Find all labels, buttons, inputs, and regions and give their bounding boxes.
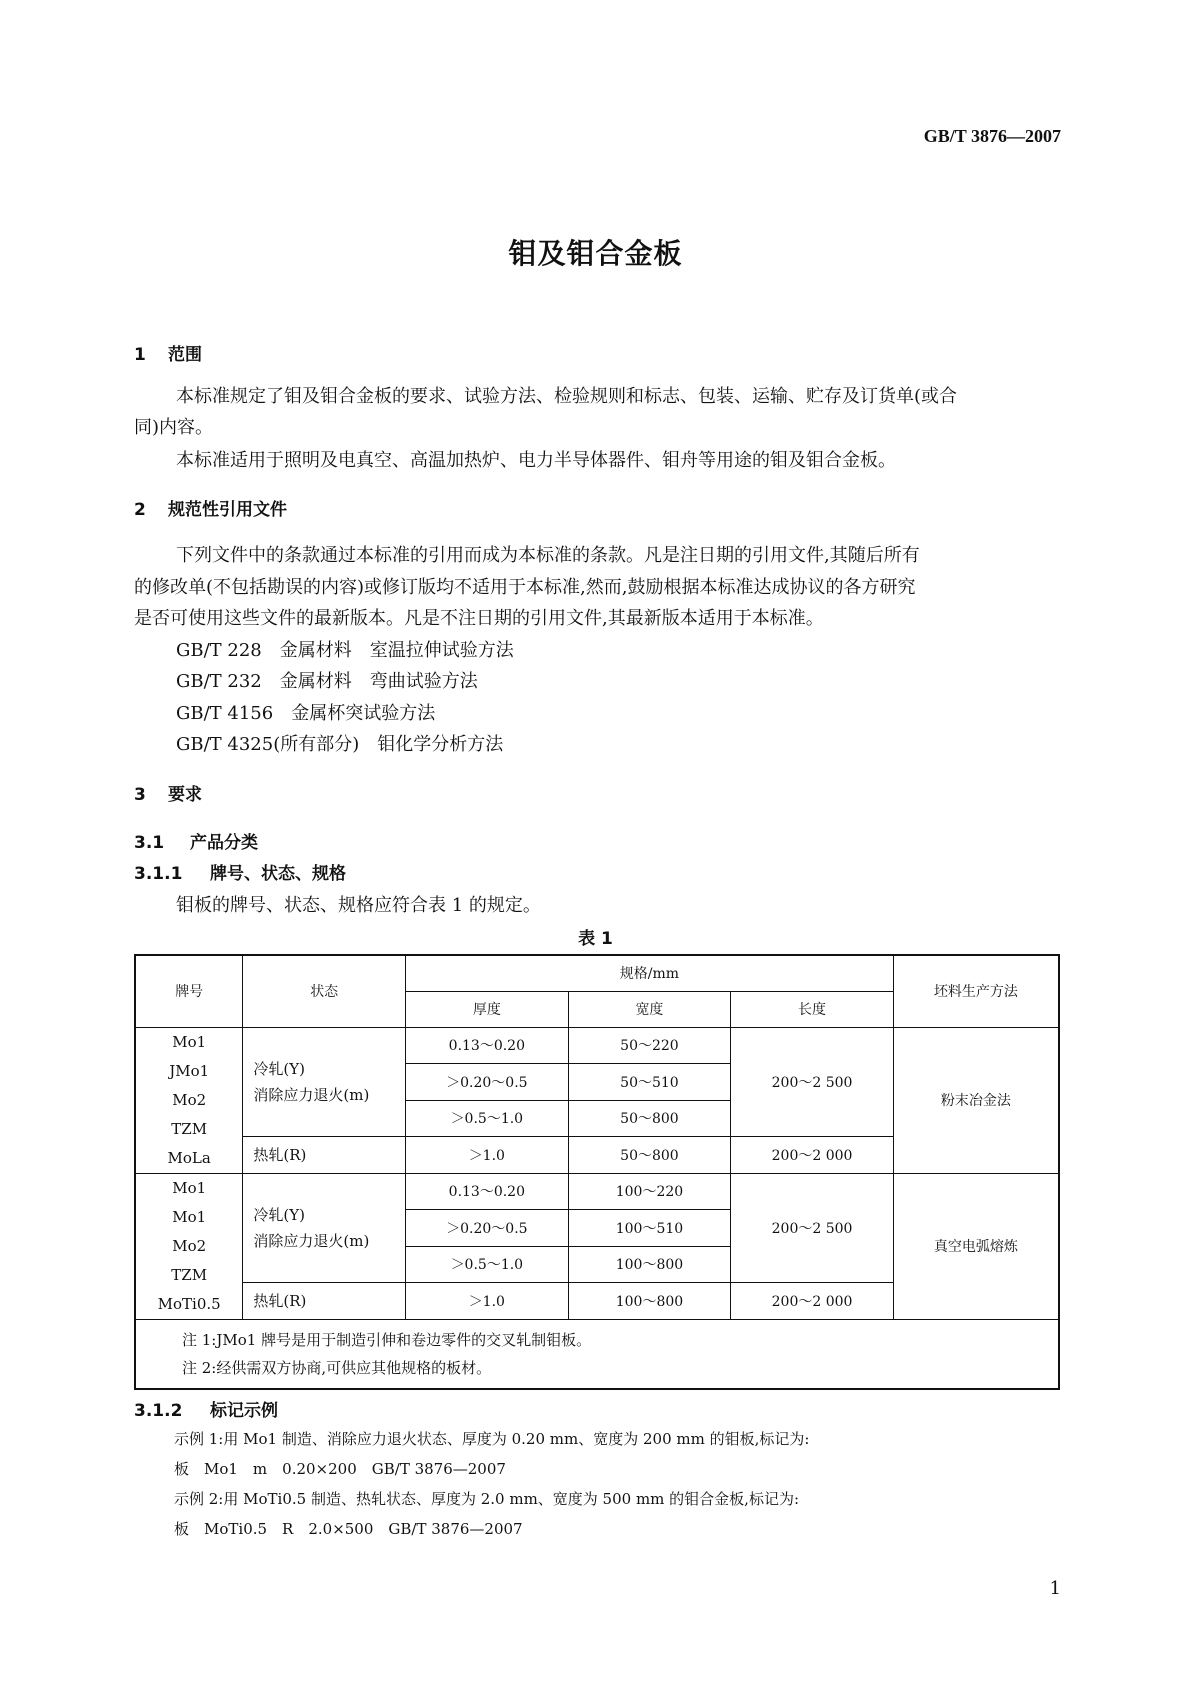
- table-header-row: [135, 955, 1059, 991]
- section-3-1-1-heading: [134, 859, 346, 884]
- paragraph: 下列文件中的条款通过本标准的引用而成为本标准的条款。凡是注日期的引用文件,其随后所有: [176, 545, 920, 566]
- grade-cell: Mo2: [172, 1090, 207, 1109]
- thickness-cell: ＞0.5～1.0: [406, 1100, 569, 1137]
- thickness-cell: 0.13～0.20: [406, 1027, 569, 1064]
- table-note: 注 2:经供需双方协商,可供应其他规格的板材。: [182, 1358, 492, 1377]
- grade-cell: Mo2: [172, 1236, 207, 1255]
- reference-item: GB/T 4156 金属杯突试验方法: [176, 703, 436, 724]
- document-title: 钼及钼合金板: [508, 237, 683, 270]
- header-method: 坯料生产方法: [893, 955, 1059, 1027]
- reference-item: GB/T 4325(所有部分) 钼化学分析方法: [176, 734, 504, 755]
- method-cell: 真空电弧熔炼: [893, 1173, 1059, 1319]
- width-cell: 100～220: [568, 1173, 731, 1210]
- paragraph: 是否可使用这些文件的最新版本。凡是不注日期的引用文件,其最新版本适用于本标准。: [134, 608, 824, 629]
- method-cell: 粉末冶金法: [893, 1027, 1059, 1173]
- header-state: 状态: [243, 955, 406, 1027]
- section-number: 3: [134, 785, 146, 805]
- section-title: 规范性引用文件: [168, 500, 287, 520]
- length-cell: 200～2 500: [731, 1027, 894, 1137]
- grade-cell: TZM: [171, 1265, 208, 1284]
- grade-cell: TZM: [171, 1119, 208, 1138]
- spec-table: [134, 954, 1060, 1390]
- length-cell: 200～2 000: [731, 1137, 894, 1174]
- state-cold: [243, 1173, 406, 1283]
- header-thickness: 厚度: [406, 991, 569, 1027]
- section-number: 1: [134, 345, 146, 365]
- state-cold: [243, 1027, 406, 1137]
- table-row: [135, 1027, 1059, 1064]
- grade-cell: MoTi0.5: [157, 1294, 221, 1313]
- paragraph: 本标准规定了钼及钼合金板的要求、试验方法、检验规则和标志、包装、运输、贮存及订货单(或合: [176, 386, 958, 407]
- section-number: 3.1.1: [134, 864, 183, 884]
- example-marking: 板 MoTi0.5 R 2.0×500 GB/T 3876—2007: [174, 1520, 523, 1538]
- section-title: 要求: [168, 785, 202, 805]
- thickness-cell: ＞0.20～0.5: [406, 1064, 569, 1101]
- grade-cell: Mo1: [172, 1207, 207, 1226]
- width-cell: 100～800: [568, 1246, 731, 1283]
- header-width: 宽度: [568, 991, 731, 1027]
- section-title: 范围: [168, 345, 202, 365]
- example-marking: 板 Mo1 m 0.20×200 GB/T 3876—2007: [174, 1460, 506, 1478]
- section-3-heading: [134, 780, 202, 805]
- grade-cell: JMo1: [169, 1061, 210, 1080]
- state-hot: 热轧(R): [243, 1137, 406, 1174]
- section-2-heading: [134, 495, 287, 520]
- width-cell: 50～800: [568, 1137, 731, 1174]
- state-hot: 热轧(R): [243, 1283, 406, 1320]
- state-line: 冷轧(Y): [253, 1205, 305, 1224]
- thickness-cell: ＞0.20～0.5: [406, 1210, 569, 1247]
- header-length: 长度: [731, 991, 894, 1027]
- section-3-1-heading: [134, 828, 258, 853]
- section-1-heading: [134, 340, 202, 365]
- paragraph: 的修改单(不包括勘误的内容)或修订版均不适用于本标准,然而,鼓励根据本标准达成协议的各方研究: [134, 577, 916, 598]
- width-cell: 50～220: [568, 1027, 731, 1064]
- thickness-cell: 0.13～0.20: [406, 1173, 569, 1210]
- header-spec: 规格/mm: [406, 955, 894, 991]
- thickness-cell: ＞0.5～1.0: [406, 1246, 569, 1283]
- width-cell: 100～510: [568, 1210, 731, 1247]
- table-note: 注 1:JMo1 牌号是用于制造引伸和卷边零件的交叉轧制钼板。: [182, 1330, 592, 1349]
- paragraph: 同)内容。: [134, 417, 214, 438]
- section-title: 牌号、状态、规格: [210, 864, 346, 884]
- header-grade: 牌号: [135, 955, 243, 1027]
- section-number: 3.1.2: [134, 1401, 183, 1421]
- grade-list: [135, 1027, 243, 1173]
- example-text: 示例 2:用 MoTi0.5 制造、热轧状态、厚度为 2.0 mm、宽度为 500 mm 的钼合金板,标记为:: [174, 1490, 799, 1508]
- grade-list: [135, 1173, 243, 1319]
- section-3-1-2-heading: [134, 1396, 278, 1421]
- state-line: 消除应力退火(m): [253, 1231, 370, 1250]
- length-cell: 200～2 000: [731, 1283, 894, 1320]
- page-number: 1: [1049, 1578, 1061, 1599]
- table-notes-row: [135, 1319, 1059, 1389]
- grade-cell: MoLa: [167, 1148, 211, 1167]
- length-cell: 200～2 500: [731, 1173, 894, 1283]
- state-line: 冷轧(Y): [253, 1059, 305, 1078]
- thickness-cell: ＞1.0: [406, 1137, 569, 1174]
- section-number: 2: [134, 500, 146, 520]
- paragraph: 钼板的牌号、状态、规格应符合表 1 的规定。: [176, 895, 541, 916]
- thickness-cell: ＞1.0: [406, 1283, 569, 1320]
- section-number: 3.1: [134, 833, 165, 853]
- standard-number: GB/T 3876—2007: [923, 126, 1061, 146]
- table-caption: 表 1: [578, 929, 613, 949]
- example-text: 示例 1:用 Mo1 制造、消除应力退火状态、厚度为 0.20 mm、宽度为 200 mm 的钼板,标记为:: [174, 1430, 810, 1448]
- grade-cell: Mo1: [172, 1032, 207, 1051]
- state-line: 消除应力退火(m): [253, 1085, 370, 1104]
- width-cell: 50～800: [568, 1100, 731, 1137]
- paragraph: 本标准适用于照明及电真空、高温加热炉、电力半导体器件、钼舟等用途的钼及钼合金板。: [176, 450, 896, 471]
- table-notes: [135, 1319, 1059, 1389]
- section-title: 标记示例: [210, 1401, 278, 1421]
- section-title: 产品分类: [190, 833, 258, 853]
- table-row: [135, 1173, 1059, 1210]
- width-cell: 100～800: [568, 1283, 731, 1320]
- width-cell: 50～510: [568, 1064, 731, 1101]
- grade-cell: Mo1: [172, 1178, 207, 1197]
- reference-item: GB/T 228 金属材料 室温拉伸试验方法: [176, 640, 514, 661]
- reference-item: GB/T 232 金属材料 弯曲试验方法: [176, 671, 478, 692]
